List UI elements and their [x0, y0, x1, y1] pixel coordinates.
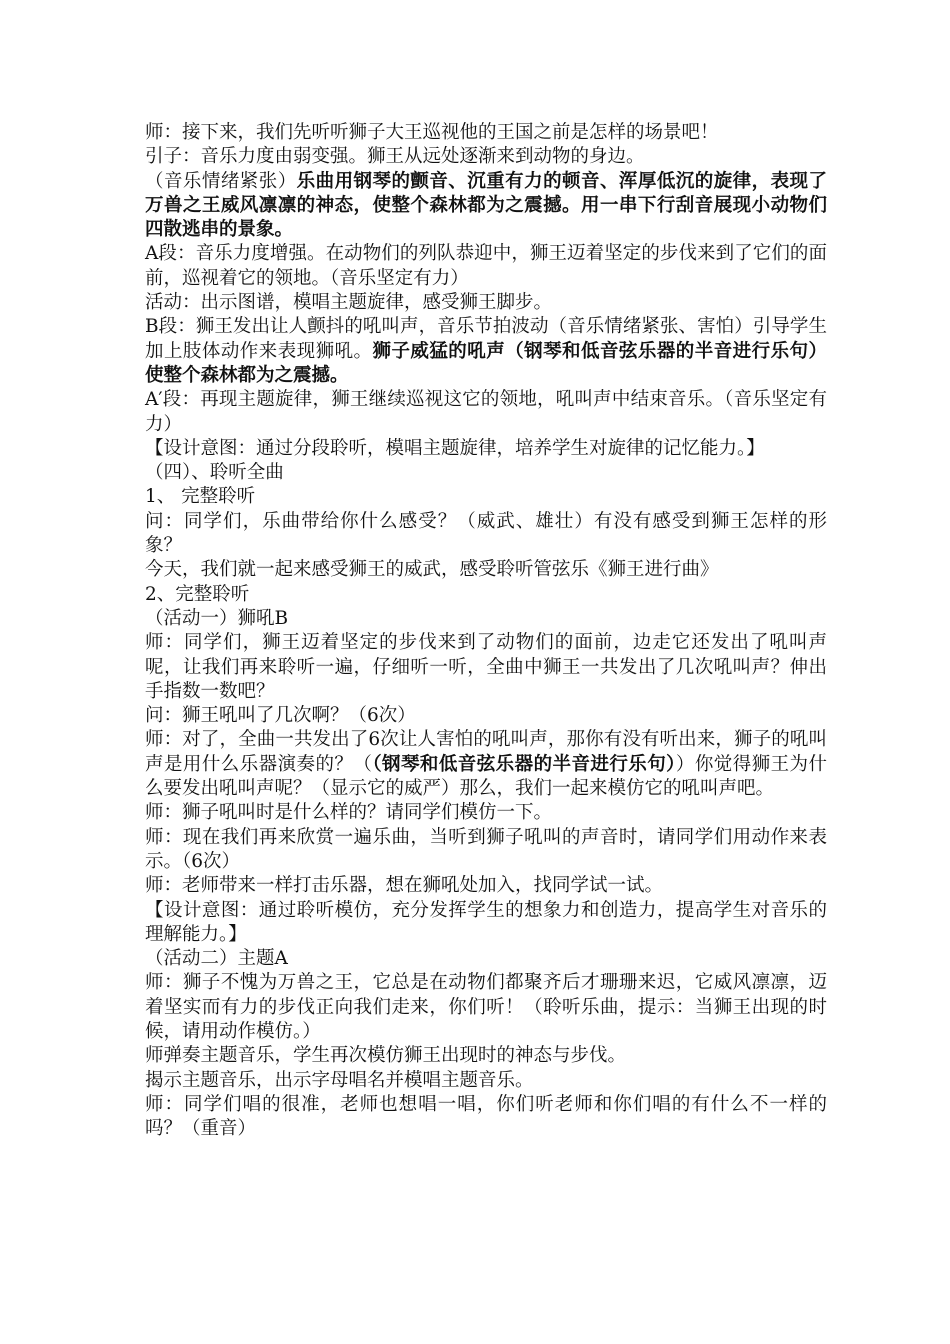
- text-segment: （活动二）主题A: [145, 948, 288, 970]
- paragraph: [145, 728, 827, 801]
- paragraph: [145, 145, 827, 169]
- text-segment: 师：狮子吼叫时是什么样的？请同学们模仿一下。: [145, 802, 553, 824]
- text-segment: 师弹奏主题音乐，学生再次模仿狮王出现时的神态与步伐。: [145, 1045, 627, 1067]
- paragraph: [145, 801, 827, 825]
- text-segment: 2、完整聆听: [145, 583, 250, 605]
- paragraph: [145, 437, 827, 461]
- text-segment: 问：同学们，乐曲带给你什么感受？（威武、雄壮）有没有感受到狮王怎样的形象？: [145, 510, 827, 557]
- bold-text-segment: （钢琴和低音弦乐器的半音进行乐句）: [372, 753, 676, 775]
- text-segment: 师：老师带来一样打击乐器，想在狮吼处加入，找同学试一试。: [145, 875, 664, 897]
- paragraph: [145, 947, 827, 971]
- text-segment: 【设计意图：通过分段聆听，模唱主题旋律，培养学生对旋律的记忆能力。】: [145, 437, 765, 459]
- text-segment: 揭示主题音乐，出示字母唱名并模唱主题音乐。: [145, 1069, 534, 1091]
- text-segment: （音乐情绪紧张）: [145, 170, 297, 192]
- text-segment: 1、 完整聆听: [145, 486, 256, 508]
- paragraph: [145, 315, 827, 388]
- text-segment: 师：同学们唱的很准，老师也想唱一唱，你们听老师和你们唱的有什么不一样的吗？（重音）: [145, 1093, 827, 1140]
- paragraph: [145, 874, 827, 898]
- bold-text-segment: 狮子威猛的吼声（钢琴和低音弦乐器的半音进行乐句）使整个森林都为之震撼。: [145, 340, 827, 386]
- paragraph: [145, 242, 827, 291]
- text-segment: 师：狮子不愧为万兽之王，它总是在动物们都聚齐后才珊珊来迟，它威风凛凛，迈着坚实而有力的步伐正向我们走来，你们听！（聆听乐曲，提示：当狮王出现的时候，请用动作模仿。）: [145, 972, 827, 1042]
- text-segment: （四）、聆听全曲: [145, 462, 284, 484]
- text-segment: 师：现在我们再来欣赏一遍乐曲，当听到狮子吼叫的声音时，请同学们用动作来表示。（6次）: [145, 826, 827, 872]
- paragraph: [145, 704, 827, 728]
- paragraph: [145, 971, 827, 1044]
- paragraph: [145, 170, 827, 243]
- paragraph: [145, 510, 827, 559]
- text-segment: 活动：出示图谱，模唱主题旋律，感受狮王脚步。: [145, 292, 553, 314]
- paragraph: [145, 388, 827, 437]
- text-segment: 今天，我们就一起来感受狮王的威武，感受聆听管弦乐《狮王进行曲》: [145, 559, 719, 581]
- text-segment: B段：狮王发出让人颤抖的吼叫声，音乐节拍波动（音乐情绪紧张、害怕）引导学生加上肢体动作来表现狮吼。: [145, 316, 827, 362]
- paragraph: [145, 461, 827, 485]
- paragraph: [145, 1069, 827, 1093]
- text-segment: （活动一）狮吼B: [145, 607, 289, 629]
- text-segment: 【设计意图：通过聆听模仿，充分发挥学生的想象力和创造力，提高学生对音乐的理解能力。】: [145, 899, 827, 945]
- paragraph: [145, 1093, 827, 1142]
- text-segment: A段：音乐力度增强。在动物们的列队恭迎中，狮王迈着坚定的步伐来到了它们的面前，巡视着它的领地。（音乐坚定有力）: [145, 243, 827, 289]
- paragraph: [145, 558, 827, 582]
- paragraph: [145, 899, 827, 948]
- document-body: [145, 121, 827, 1141]
- paragraph: [145, 121, 827, 145]
- text-segment: 师：接下来，我们先听听狮子大王巡视他的王国之前是怎样的场景吧！: [145, 122, 719, 143]
- paragraph: [145, 291, 827, 315]
- text-segment: A′段：再现主题旋律，狮王继续巡视这它的领地，吼叫声中结束音乐。（音乐坚定有力）: [145, 389, 827, 435]
- text-segment: ）你觉得狮王为什么要发出吼叫声呢？（显示它的威严）那么，我们一起来模仿它的吼叫声吧。: [145, 753, 827, 800]
- paragraph: [145, 607, 827, 631]
- paragraph: [145, 631, 827, 704]
- paragraph: [145, 826, 827, 875]
- text-segment: 问：狮王吼叫了几次啊？（6次）: [145, 705, 416, 727]
- paragraph: [145, 583, 827, 607]
- paragraph: [145, 485, 827, 509]
- text-segment: 师：对了，全曲一共发出了6次让人害怕的吼叫声，那你有没有听出来，狮子的吼叫声是用什么乐器演奏的？（: [145, 729, 827, 775]
- text-segment: 引子：音乐力度由弱变强。狮王从远处逐渐来到动物的身边。: [145, 146, 645, 168]
- paragraph: [145, 1044, 827, 1068]
- text-segment: 师：同学们，狮王迈着坚定的步伐来到了动物们的面前，边走它还发出了吼叫声呢，让我们再来聆听一遍，仔细听一听，全曲中狮王一共发出了几次吼叫声？伸出手指数一数吧？: [145, 632, 827, 702]
- bold-text-segment: 乐曲用钢琴的颤音、沉重有力的顿音、浑厚低沉的旋律，表现了万兽之王威风凛凛的神态，使整个森林都为之震撼。用一串下行刮音展现小动物们四散逃串的景象。: [145, 170, 827, 241]
